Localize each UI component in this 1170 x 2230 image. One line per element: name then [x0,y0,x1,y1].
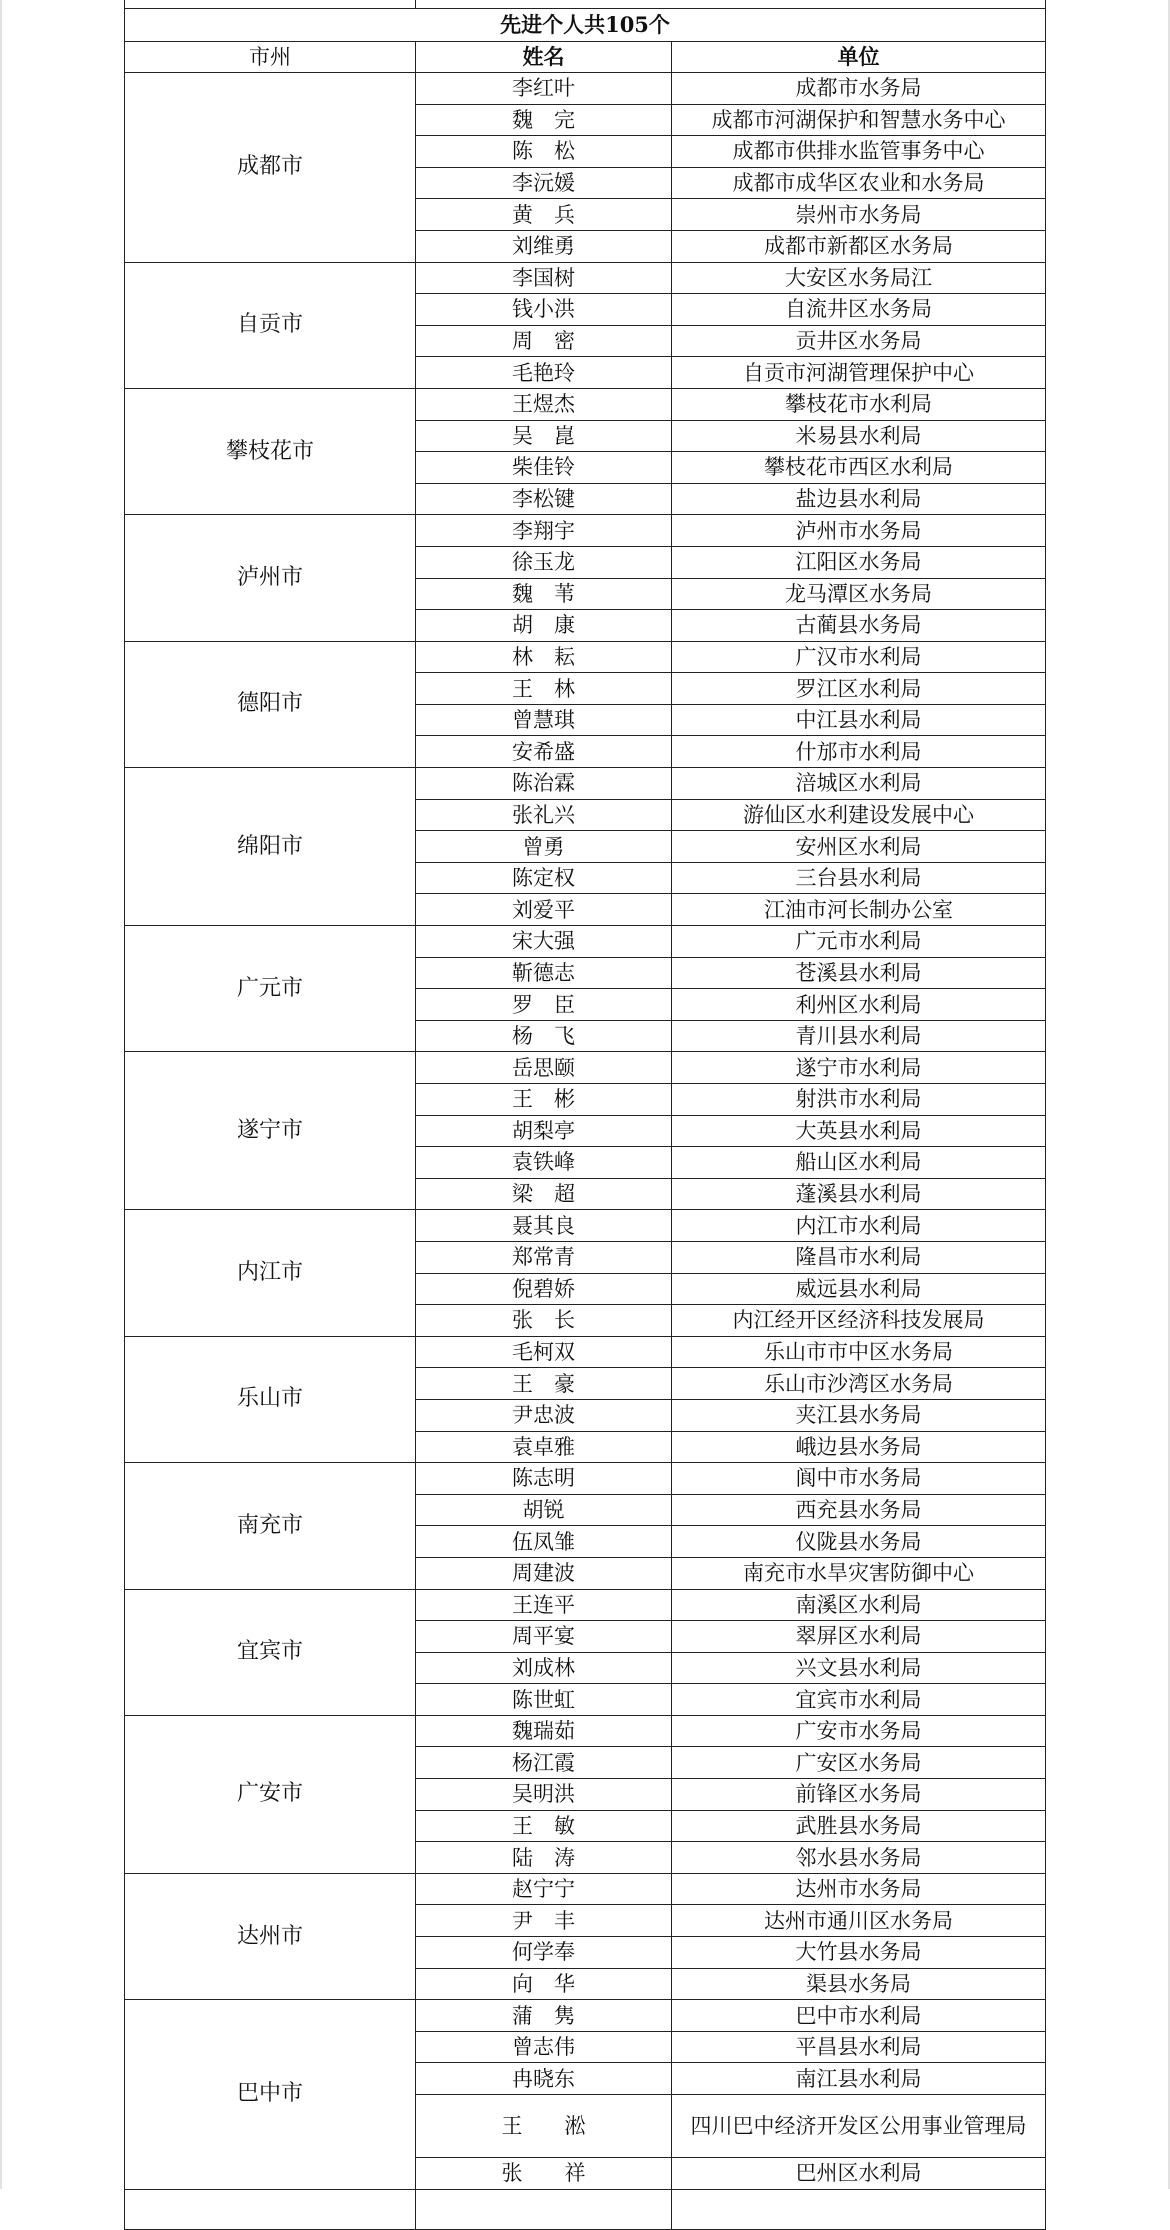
city-cell: 宜宾市 [125,1589,416,1715]
unit-cell: 泸州市水务局 [672,515,1046,547]
city-cell: 南充市 [125,1463,416,1589]
unit-cell: 南充市水旱灾害防御中心 [672,1557,1046,1589]
unit-cell: 兴文县水利局 [672,1652,1046,1684]
unit-cell: 成都市水务局 [672,73,1046,105]
name-cell: 赵宁宁 [416,1873,672,1905]
city-cell: 德阳市 [125,641,416,767]
unit-cell: 前锋区水务局 [672,1779,1046,1811]
name-cell: 冉晓东 [416,2063,672,2095]
name-cell: 陈志明 [416,1463,672,1495]
name-cell: 刘维勇 [416,230,672,262]
name-cell: 李红叶 [416,73,672,105]
table-header-row [125,42,1046,73]
table-row [125,1052,1046,1084]
name-cell: 陈世虹 [416,1684,672,1716]
table-row [125,388,1046,420]
unit-cell: 巴州区水利局 [672,2158,1046,2190]
unit-cell: 四川巴中经济开发区公用事业管理局 [672,2095,1046,2158]
name-cell: 曾慧琪 [416,704,672,736]
table-row [125,1336,1046,1368]
unit-cell: 大安区水务局江 [672,262,1046,294]
city-cell: 广安市 [125,1715,416,1873]
unit-cell: 成都市供排水监管事务中心 [672,136,1046,168]
previous-section-stub-row [125,0,1046,9]
name-cell: 胡梨亭 [416,1115,672,1147]
name-cell: 蒲 隽 [416,2000,672,2032]
unit-cell: 西充县水务局 [672,1494,1046,1526]
name-cell: 袁铁峰 [416,1147,672,1179]
unit-cell: 江阳区水务局 [672,546,1046,578]
name-cell: 杨 飞 [416,1020,672,1052]
unit-cell: 遂宁市水利局 [672,1052,1046,1084]
unit-cell: 大竹县水务局 [672,1937,1046,1969]
unit-cell: 广安市水务局 [672,1715,1046,1747]
unit-cell: 乐山市市中区水务局 [672,1336,1046,1368]
unit-cell: 利州区水利局 [672,989,1046,1021]
name-cell: 李国树 [416,262,672,294]
name-cell: 曾勇 [416,831,672,863]
name-cell: 毛艳玲 [416,357,672,389]
unit-cell: 邻水县水务局 [672,1842,1046,1874]
unit-cell: 达州市通川区水务局 [672,1905,1046,1937]
table-title-row [125,9,1046,42]
name-cell: 胡锐 [416,1494,672,1526]
table-row [125,515,1046,547]
table-title: 先进个人共105个 [125,9,1046,42]
unit-cell: 江油市河长制办公室 [672,894,1046,926]
name-cell: 柴佳铃 [416,452,672,484]
city-cell: 成都市 [125,73,416,263]
name-cell: 张 祥 [416,2158,672,2190]
unit-cell: 阆中市水务局 [672,1463,1046,1495]
unit-cell: 宜宾市水利局 [672,1684,1046,1716]
name-cell: 袁卓雅 [416,1431,672,1463]
unit-cell: 广汉市水利局 [672,641,1046,673]
city-cell: 乐山市 [125,1336,416,1462]
unit-cell: 仪陇县水务局 [672,1526,1046,1558]
city-cell: 攀枝花市 [125,388,416,514]
name-cell: 张礼兴 [416,799,672,831]
unit-cell: 达州市水务局 [672,1873,1046,1905]
unit-cell: 广元市水利局 [672,926,1046,958]
stub-cell [416,0,1046,9]
unit-cell: 大英县水利局 [672,1115,1046,1147]
unit-cell: 罗江区水利局 [672,673,1046,705]
name-cell: 周 密 [416,325,672,357]
name-cell: 伍凤雏 [416,1526,672,1558]
unit-cell: 内江经开区经济科技发展局 [672,1305,1046,1337]
unit-cell: 攀枝花市西区水利局 [672,452,1046,484]
unit-cell: 盐边县水利局 [672,483,1046,515]
unit-cell: 青川县水利局 [672,1020,1046,1052]
name-cell: 陈治霖 [416,768,672,800]
name-cell: 刘爱平 [416,894,672,926]
name-cell: 徐玉龙 [416,546,672,578]
table-row [125,1715,1046,1747]
name-cell: 周平宴 [416,1621,672,1653]
table-row [125,2000,1046,2032]
header-city: 市州 [125,42,416,73]
city-cell: 达州市 [125,1873,416,1999]
table-row [125,73,1046,105]
unit-cell: 船山区水利局 [672,1147,1046,1179]
name-cell: 魏瑞茹 [416,1715,672,1747]
name-cell: 陈 松 [416,136,672,168]
unit-cell: 三台县水利局 [672,862,1046,894]
table-row [125,926,1046,958]
unit-cell: 自贡市河湖管理保护中心 [672,357,1046,389]
name-cell: 林 耘 [416,641,672,673]
header-unit: 单位 [672,42,1046,73]
name-cell: 毛柯双 [416,1336,672,1368]
city-cell: 自贡市 [125,262,416,388]
unit-cell: 蓬溪县水利局 [672,1178,1046,1210]
city-cell: 广元市 [125,926,416,1052]
unit-cell: 南溪区水利局 [672,1589,1046,1621]
name-cell: 李翔宇 [416,515,672,547]
table-row [125,768,1046,800]
name-cell: 宋大强 [416,926,672,958]
name-cell: 吴 崑 [416,420,672,452]
table-row [125,641,1046,673]
name-cell: 尹 丰 [416,1905,672,1937]
unit-cell: 夹江县水务局 [672,1399,1046,1431]
unit-cell: 威远县水利局 [672,1273,1046,1305]
unit-cell: 巴中市水利局 [672,2000,1046,2032]
unit-cell: 古蔺县水务局 [672,610,1046,642]
name-cell: 胡 康 [416,610,672,642]
name-cell: 王 彬 [416,1084,672,1116]
name-cell: 杨江霞 [416,1747,672,1779]
name-cell: 李松键 [416,483,672,515]
unit-cell: 成都市河湖保护和智慧水务中心 [672,104,1046,136]
name-cell: 王 淞 [416,2095,672,2158]
city-cell: 巴中市 [125,2000,416,2189]
unit-cell: 游仙区水利建设发展中心 [672,799,1046,831]
unit-cell: 龙马潭区水务局 [672,578,1046,610]
name-cell: 郑常青 [416,1241,672,1273]
city-cell: 泸州市 [125,515,416,641]
unit-cell: 自流井区水务局 [672,294,1046,326]
name-cell: 钱小洪 [416,294,672,326]
unit-cell: 平昌县水利局 [672,2031,1046,2063]
table-row [125,262,1046,294]
unit-cell: 中江县水利局 [672,704,1046,736]
header-name: 姓名 [416,42,672,73]
name-cell: 陆 涛 [416,1842,672,1874]
name-cell: 王 敏 [416,1810,672,1842]
name-cell: 刘成林 [416,1652,672,1684]
name-cell: 何学奉 [416,1937,672,1969]
name-cell: 魏 苇 [416,578,672,610]
table-row [125,1589,1046,1621]
page-border-left [0,0,2,2189]
name-cell: 聂其良 [416,1210,672,1242]
unit-cell: 贡井区水务局 [672,325,1046,357]
unit-cell: 广安区水务局 [672,1747,1046,1779]
next-section-stub-row [125,2189,1046,2229]
name-cell: 魏 完 [416,104,672,136]
name-cell: 王煜杰 [416,388,672,420]
stub-cell [125,0,416,9]
name-cell: 吴明洪 [416,1779,672,1811]
name-cell: 曾志伟 [416,2031,672,2063]
unit-cell: 安州区水利局 [672,831,1046,863]
advanced-individuals-table [124,0,1046,2230]
city-cell: 绵阳市 [125,768,416,926]
name-cell: 陈定权 [416,862,672,894]
unit-cell: 涪城区水利局 [672,768,1046,800]
name-cell: 靳德志 [416,957,672,989]
unit-cell: 隆昌市水利局 [672,1241,1046,1273]
unit-cell: 南江县水利局 [672,2063,1046,2095]
unit-cell: 内江市水利局 [672,1210,1046,1242]
unit-cell: 成都市新都区水务局 [672,230,1046,262]
stub-cell [672,2189,1046,2229]
unit-cell: 什邡市水利局 [672,736,1046,768]
unit-cell: 攀枝花市水利局 [672,388,1046,420]
name-cell: 黄 兵 [416,199,672,231]
name-cell: 周建波 [416,1557,672,1589]
unit-cell: 射洪市水利局 [672,1084,1046,1116]
table-row [125,1873,1046,1905]
unit-cell: 米易县水利局 [672,420,1046,452]
table-row [125,1463,1046,1495]
name-cell: 倪碧娇 [416,1273,672,1305]
city-cell: 内江市 [125,1210,416,1336]
stub-cell [416,2189,672,2229]
name-cell: 王 豪 [416,1368,672,1400]
name-cell: 罗 臣 [416,989,672,1021]
name-cell: 张 长 [416,1305,672,1337]
city-cell: 遂宁市 [125,1052,416,1210]
stub-cell [125,2189,416,2229]
unit-cell: 渠县水务局 [672,1968,1046,2000]
unit-cell: 乐山市沙湾区水务局 [672,1368,1046,1400]
unit-cell: 崇州市水务局 [672,199,1046,231]
unit-cell: 武胜县水务局 [672,1810,1046,1842]
name-cell: 安希盛 [416,736,672,768]
unit-cell: 苍溪县水利局 [672,957,1046,989]
table-body [125,0,1046,2229]
name-cell: 王连平 [416,1589,672,1621]
unit-cell: 翠屏区水利局 [672,1621,1046,1653]
unit-cell: 峨边县水务局 [672,1431,1046,1463]
name-cell: 李沅媛 [416,167,672,199]
unit-cell: 成都市成华区农业和水务局 [672,167,1046,199]
name-cell: 岳思颐 [416,1052,672,1084]
name-cell: 梁 超 [416,1178,672,1210]
name-cell: 向 华 [416,1968,672,2000]
name-cell: 王 林 [416,673,672,705]
table-row [125,1210,1046,1242]
name-cell: 尹忠波 [416,1399,672,1431]
